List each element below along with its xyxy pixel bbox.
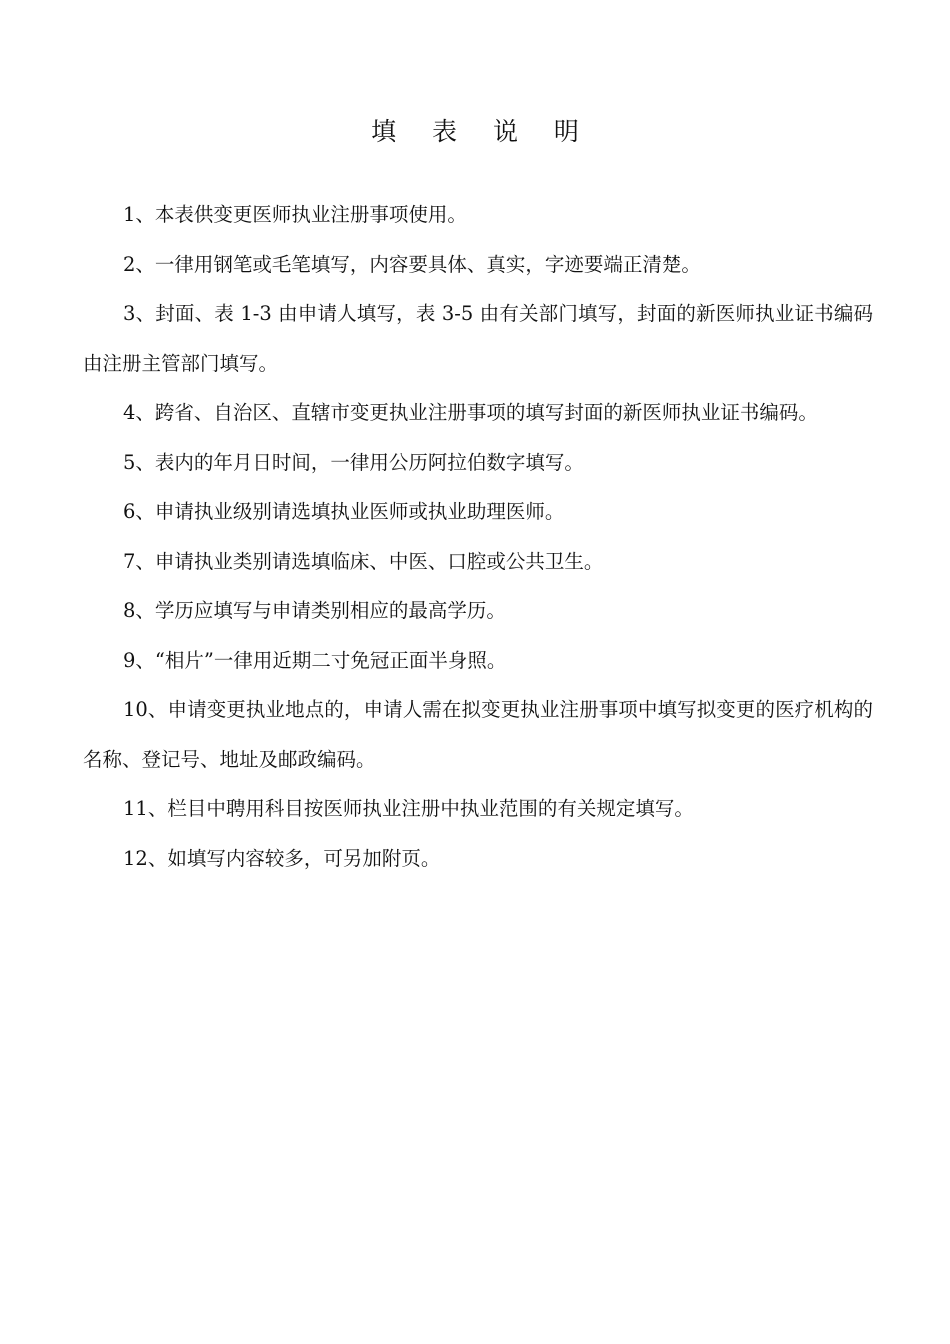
instruction-item-9: 9、“相片”一律用近期二寸免冠正面半身照。 <box>123 648 507 672</box>
instruction-item-6: 6、申请执业级别请选填执业医师或执业助理医师。 <box>123 500 565 523</box>
instruction-item-2: 2、一律用钢笔或毛笔填写，内容要具体、真实，字迹要端正清楚。 <box>123 252 701 276</box>
instruction-item-1: 1、本表供变更医师执业注册事项使用。 <box>123 203 467 226</box>
instruction-item-12: 12、如填写内容较多，可另加附页。 <box>123 846 441 870</box>
instruction-list <box>83 190 873 883</box>
instruction-item-11: 11、栏目中聘用科目按医师执业注册中执业范围的有关规定填写。 <box>123 797 694 820</box>
page-title: 填 表 说 明 <box>371 117 593 146</box>
instruction-item-10: 10、申请变更执业地点的，申请人需在拟变更执业注册事项中填写拟变更的医疗机构的名称、登记号、地址及邮政编码。 <box>83 698 873 771</box>
instruction-item-4: 4、跨省、自治区、直辖市变更执业注册事项的填写封面的新医师执业证书编码。 <box>123 401 818 424</box>
instruction-item-7: 7、申请执业类别请选填临床、中医、口腔或公共卫生。 <box>123 549 604 573</box>
instruction-item-8: 8、学历应填写与申请类别相应的最高学历。 <box>123 599 506 622</box>
instruction-item-5: 5、表内的年月日时间，一律用公历阿拉伯数字填写。 <box>123 450 584 474</box>
instruction-item-3: 3、封面、表 1-3 由申请人填写，表 3-5 由有关部门填写，封面的新医师执业证书编码由注册主管部门填写。 <box>83 302 873 375</box>
